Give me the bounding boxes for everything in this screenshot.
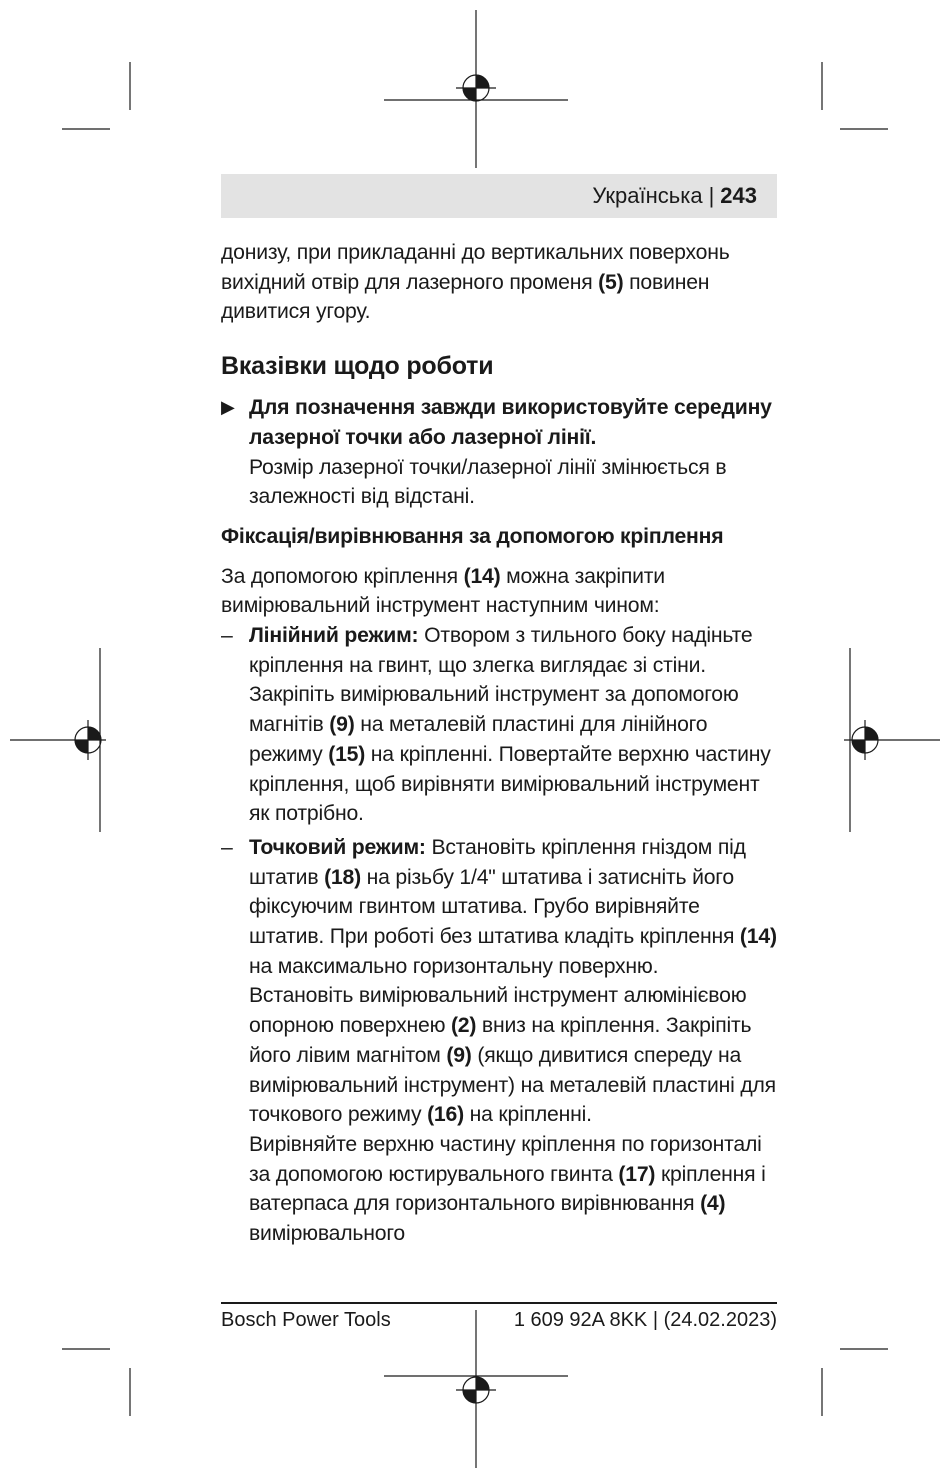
page-header — [221, 174, 777, 218]
linear-text-1: Отвором з тильного боку надіньте кріплення на гвинт, що злегка виглядає зі стіни. Закріпіть вимірювальний інструмент за допомогою магнітів — [249, 624, 753, 737]
subsection-intro-text-end: можна закріпити вимірювальний інструмент наступним чином: — [221, 564, 665, 618]
linear-ref-1: (9) — [329, 713, 355, 737]
subsection-intro — [221, 562, 777, 621]
point-p2-ref-2: (9) — [446, 1043, 472, 1067]
point-p3-ref-2: (4) — [700, 1192, 726, 1216]
point-mode-text-3 — [249, 1130, 777, 1249]
header-language: Українська — [592, 183, 703, 208]
point-mode-text-2 — [249, 981, 777, 1130]
footer-divider — [221, 1302, 777, 1304]
section-title: Вказівки щодо роботи — [221, 352, 494, 381]
bullet-bold: Для позначення завжди використовуйте середину лазерної точки або лазерної лінії. — [249, 396, 772, 449]
point-ref-2: (14) — [739, 925, 777, 949]
page-content — [221, 238, 777, 1253]
dash-marker: – — [221, 835, 233, 859]
linear-mode-text — [249, 621, 777, 829]
subsection-intro-ref: (14) — [463, 564, 501, 588]
point-mode-label: Точковий режим: — [249, 835, 426, 859]
bullet-bold-text — [249, 393, 777, 452]
point-ref-1: (18) — [324, 865, 361, 889]
instruction-bullet — [221, 393, 777, 512]
list-item-point-mode — [221, 833, 777, 1249]
point-p2-ref-1: (2) — [450, 1014, 477, 1038]
page-footer — [221, 1306, 777, 1334]
list-item-linear-mode — [221, 621, 777, 829]
dash-marker: – — [221, 624, 233, 648]
point-text-1: Встановіть кріплення гніздом під штатив — [249, 835, 746, 889]
subsection-intro-text: За допомогою кріплення — [221, 564, 464, 588]
point-p3-ref-1: (17) — [618, 1162, 656, 1186]
point-p3-text-3: вимірювального — [249, 1222, 405, 1246]
linear-ref-2: (15) — [328, 742, 366, 766]
point-p2-text-4: на кріпленні. — [463, 1103, 592, 1127]
point-p3-text-2: кріплення і ватерпаса для горизонтального вирівнювання — [249, 1162, 766, 1216]
intro-ref: (5) — [598, 270, 624, 294]
triangle-bullet-icon: ▶ — [221, 397, 235, 418]
header-separator: | — [708, 183, 715, 208]
point-text-3: на максимально горизонтальну поверхню. — [249, 954, 659, 978]
subsection-title: Фіксація/вирівнювання за допомогою кріплення — [221, 524, 724, 548]
intro-text: донизу, при прикладанні до вертикальних поверхонь вихідний отвір для лазерного променя — [221, 241, 730, 294]
point-mode-text — [249, 833, 777, 982]
bullet-text: Розмір лазерної точки/лазерної лінії змінюється в залежності від відстані. — [249, 455, 727, 509]
point-p3-text-1: Вирівняйте верхню частину кріплення по горизонталі за допомогою юстирувального гвинта — [249, 1132, 762, 1186]
linear-text-3: на кріпленні. Повертайте верхню частину кріплення, щоб вирівняти вимірювальний інструмент як потрібно. — [249, 742, 771, 826]
point-p2-ref-3: (16) — [427, 1103, 464, 1127]
point-p2-text-3: (якщо дивитися спереду на вимірювальний інструмент) на металевій пластині для точкового режиму — [249, 1043, 776, 1127]
intro-text-end: повинен дивитися угору. — [221, 270, 710, 324]
footer-brand: Bosch Power Tools — [221, 1309, 391, 1331]
linear-mode-label: Лінійний режим: — [249, 624, 419, 648]
point-p2-text-1: Встановіть вимірювальний інструмент алюмінієвою опорною поверхнею — [249, 984, 747, 1038]
point-text-2: на різьбу 1/4" штатива і затисніть його фіксуючим гвинтом штатива. Грубо вирівняйте штатив. При роботі без штатива кладіть кріплення — [249, 865, 740, 949]
linear-text-2: на металевій пластині для лінійного режиму — [249, 713, 708, 766]
footer-doc-id: 1 609 92A 8KK | (24.02.2023) — [513, 1309, 777, 1331]
intro-paragraph — [221, 238, 777, 327]
page-number: 243 — [720, 183, 757, 208]
point-p2-text-2: вниз на кріплення. Закріпіть його лівим магнітом — [249, 1014, 752, 1067]
